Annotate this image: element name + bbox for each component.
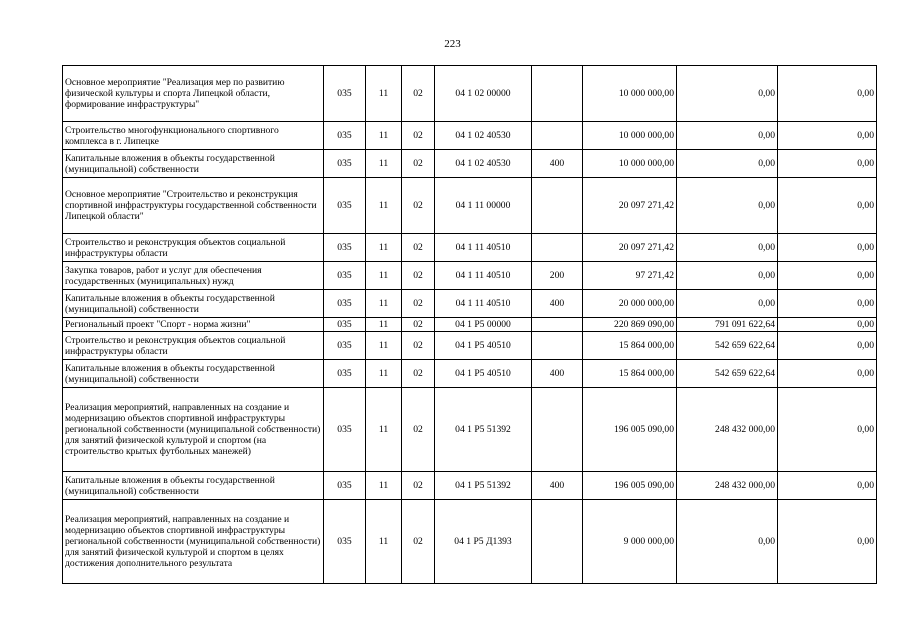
amount-3-cell: 0,00 [778, 332, 877, 360]
section-code-cell: 11 [366, 332, 402, 360]
subsection-code-cell: 02 [402, 500, 435, 584]
table-row [63, 472, 877, 500]
table-row [63, 234, 877, 262]
target-article-cell: 04 1 11 40510 [435, 262, 532, 290]
expense-type-cell: 200 [532, 262, 583, 290]
amount-3-cell: 0,00 [778, 150, 877, 178]
row-name-cell: Капитальные вложения в объекты государственной (муниципальной) собственности [63, 472, 324, 500]
amount-2-cell: 0,00 [677, 66, 778, 122]
target-article-cell: 04 1 02 00000 [435, 66, 532, 122]
amount-3-cell: 0,00 [778, 318, 877, 332]
expense-type-cell: 400 [532, 360, 583, 388]
amount-3-cell: 0,00 [778, 178, 877, 234]
page-number: 223 [444, 38, 461, 50]
target-article-cell: 04 1 11 40510 [435, 290, 532, 318]
table-row [63, 150, 877, 178]
section-code-cell: 11 [366, 388, 402, 472]
amount-2-cell: 0,00 [677, 178, 778, 234]
expense-type-cell: 400 [532, 290, 583, 318]
table-row [63, 360, 877, 388]
ministry-code-cell: 035 [324, 332, 366, 360]
amount-1-cell: 10 000 000,00 [583, 150, 677, 178]
row-name-cell: Основное мероприятие "Строительство и реконструкция спортивной инфраструктуры государственной собственности Липецкой области" [63, 178, 324, 234]
amount-1-cell: 20 097 271,42 [583, 234, 677, 262]
target-article-cell: 04 1 P5 51392 [435, 472, 532, 500]
subsection-code-cell: 02 [402, 178, 435, 234]
amount-1-cell: 97 271,42 [583, 262, 677, 290]
target-article-cell: 04 1 02 40530 [435, 150, 532, 178]
subsection-code-cell: 02 [402, 234, 435, 262]
budget-table [62, 65, 877, 584]
subsection-code-cell: 02 [402, 290, 435, 318]
target-article-cell: 04 1 11 40510 [435, 234, 532, 262]
subsection-code-cell: 02 [402, 388, 435, 472]
row-name-cell: Реализация мероприятий, направленных на создание и модернизацию объектов спортивной инфраструктуры региональной собственности (муниципальной собственности) для занятий физической культурой и спортом (на строительство крытых футбольных манежей) [63, 388, 324, 472]
row-name-cell: Капитальные вложения в объекты государственной (муниципальной) собственности [63, 290, 324, 318]
amount-2-cell: 0,00 [677, 150, 778, 178]
row-name-cell: Капитальные вложения в объекты государственной (муниципальной) собственности [63, 360, 324, 388]
table-row [63, 332, 877, 360]
section-code-cell: 11 [366, 122, 402, 150]
expense-type-cell [532, 234, 583, 262]
section-code-cell: 11 [366, 472, 402, 500]
section-code-cell: 11 [366, 318, 402, 332]
amount-2-cell: 248 432 000,00 [677, 388, 778, 472]
amount-2-cell: 248 432 000,00 [677, 472, 778, 500]
row-name-cell: Закупка товаров, работ и услуг для обеспечения государственных (муниципальных) нужд [63, 262, 324, 290]
section-code-cell: 11 [366, 360, 402, 388]
section-code-cell: 11 [366, 234, 402, 262]
expense-type-cell [532, 388, 583, 472]
row-name-cell: Строительство и реконструкция объектов социальной инфраструктуры области [63, 234, 324, 262]
table-row [63, 290, 877, 318]
table-body [63, 66, 877, 584]
subsection-code-cell: 02 [402, 150, 435, 178]
subsection-code-cell: 02 [402, 122, 435, 150]
subsection-code-cell: 02 [402, 66, 435, 122]
amount-2-cell: 791 091 622,64 [677, 318, 778, 332]
table-row [63, 66, 877, 122]
amount-3-cell: 0,00 [778, 290, 877, 318]
amount-1-cell: 20 000 000,00 [583, 290, 677, 318]
amount-1-cell: 20 097 271,42 [583, 178, 677, 234]
expense-type-cell [532, 332, 583, 360]
amount-2-cell: 0,00 [677, 500, 778, 584]
amount-1-cell: 9 000 000,00 [583, 500, 677, 584]
subsection-code-cell: 02 [402, 332, 435, 360]
table-row [63, 178, 877, 234]
amount-1-cell: 10 000 000,00 [583, 66, 677, 122]
row-name-cell: Строительство многофункционального спортивного комплекса в г. Липецке [63, 122, 324, 150]
amount-3-cell: 0,00 [778, 234, 877, 262]
section-code-cell: 11 [366, 150, 402, 178]
table-row [63, 318, 877, 332]
expense-type-cell [532, 500, 583, 584]
expense-type-cell: 400 [532, 472, 583, 500]
row-name-cell: Строительство и реконструкция объектов социальной инфраструктуры области [63, 332, 324, 360]
table-row [63, 122, 877, 150]
table-row [63, 262, 877, 290]
target-article-cell: 04 1 P5 40510 [435, 332, 532, 360]
amount-3-cell: 0,00 [778, 262, 877, 290]
target-article-cell: 04 1 11 00000 [435, 178, 532, 234]
expense-type-cell: 400 [532, 150, 583, 178]
amount-1-cell: 196 005 090,00 [583, 388, 677, 472]
amount-1-cell: 10 000 000,00 [583, 122, 677, 150]
row-name-cell: Основное мероприятие "Реализация мер по развитию физической культуры и спорта Липецкой области, формирование инфраструктуры" [63, 66, 324, 122]
amount-2-cell: 0,00 [677, 122, 778, 150]
ministry-code-cell: 035 [324, 472, 366, 500]
ministry-code-cell: 035 [324, 262, 366, 290]
amount-2-cell: 542 659 622,64 [677, 360, 778, 388]
ministry-code-cell: 035 [324, 388, 366, 472]
amount-3-cell: 0,00 [778, 472, 877, 500]
expense-type-cell [532, 122, 583, 150]
amount-3-cell: 0,00 [778, 66, 877, 122]
amount-1-cell: 196 005 090,00 [583, 472, 677, 500]
ministry-code-cell: 035 [324, 150, 366, 178]
ministry-code-cell: 035 [324, 318, 366, 332]
expense-type-cell [532, 178, 583, 234]
table-row [63, 388, 877, 472]
ministry-code-cell: 035 [324, 178, 366, 234]
table-row [63, 500, 877, 584]
expense-type-cell [532, 318, 583, 332]
ministry-code-cell: 035 [324, 234, 366, 262]
ministry-code-cell: 035 [324, 66, 366, 122]
section-code-cell: 11 [366, 66, 402, 122]
expense-type-cell [532, 66, 583, 122]
amount-3-cell: 0,00 [778, 122, 877, 150]
subsection-code-cell: 02 [402, 318, 435, 332]
section-code-cell: 11 [366, 500, 402, 584]
section-code-cell: 11 [366, 262, 402, 290]
target-article-cell: 04 1 P5 Д1393 [435, 500, 532, 584]
target-article-cell: 04 1 P5 40510 [435, 360, 532, 388]
ministry-code-cell: 035 [324, 122, 366, 150]
subsection-code-cell: 02 [402, 360, 435, 388]
amount-1-cell: 15 864 000,00 [583, 332, 677, 360]
amount-3-cell: 0,00 [778, 360, 877, 388]
amount-2-cell: 0,00 [677, 290, 778, 318]
amount-1-cell: 220 869 090,00 [583, 318, 677, 332]
row-name-cell: Капитальные вложения в объекты государственной (муниципальной) собственности [63, 150, 324, 178]
amount-2-cell: 542 659 622,64 [677, 332, 778, 360]
amount-2-cell: 0,00 [677, 262, 778, 290]
amount-2-cell: 0,00 [677, 234, 778, 262]
section-code-cell: 11 [366, 290, 402, 318]
amount-3-cell: 0,00 [778, 500, 877, 584]
target-article-cell: 04 1 P5 00000 [435, 318, 532, 332]
subsection-code-cell: 02 [402, 262, 435, 290]
target-article-cell: 04 1 02 40530 [435, 122, 532, 150]
row-name-cell: Региональный проект "Спорт - норма жизни" [63, 318, 324, 332]
amount-1-cell: 15 864 000,00 [583, 360, 677, 388]
ministry-code-cell: 035 [324, 500, 366, 584]
ministry-code-cell: 035 [324, 360, 366, 388]
section-code-cell: 11 [366, 178, 402, 234]
row-name-cell: Реализация мероприятий, направленных на создание и модернизацию объектов спортивной инфраструктуры региональной собственности (муниципальной собственности) для занятий физической культурой и спортом в целях достижения дополнительного результата [63, 500, 324, 584]
target-article-cell: 04 1 P5 51392 [435, 388, 532, 472]
ministry-code-cell: 035 [324, 290, 366, 318]
amount-3-cell: 0,00 [778, 388, 877, 472]
subsection-code-cell: 02 [402, 472, 435, 500]
